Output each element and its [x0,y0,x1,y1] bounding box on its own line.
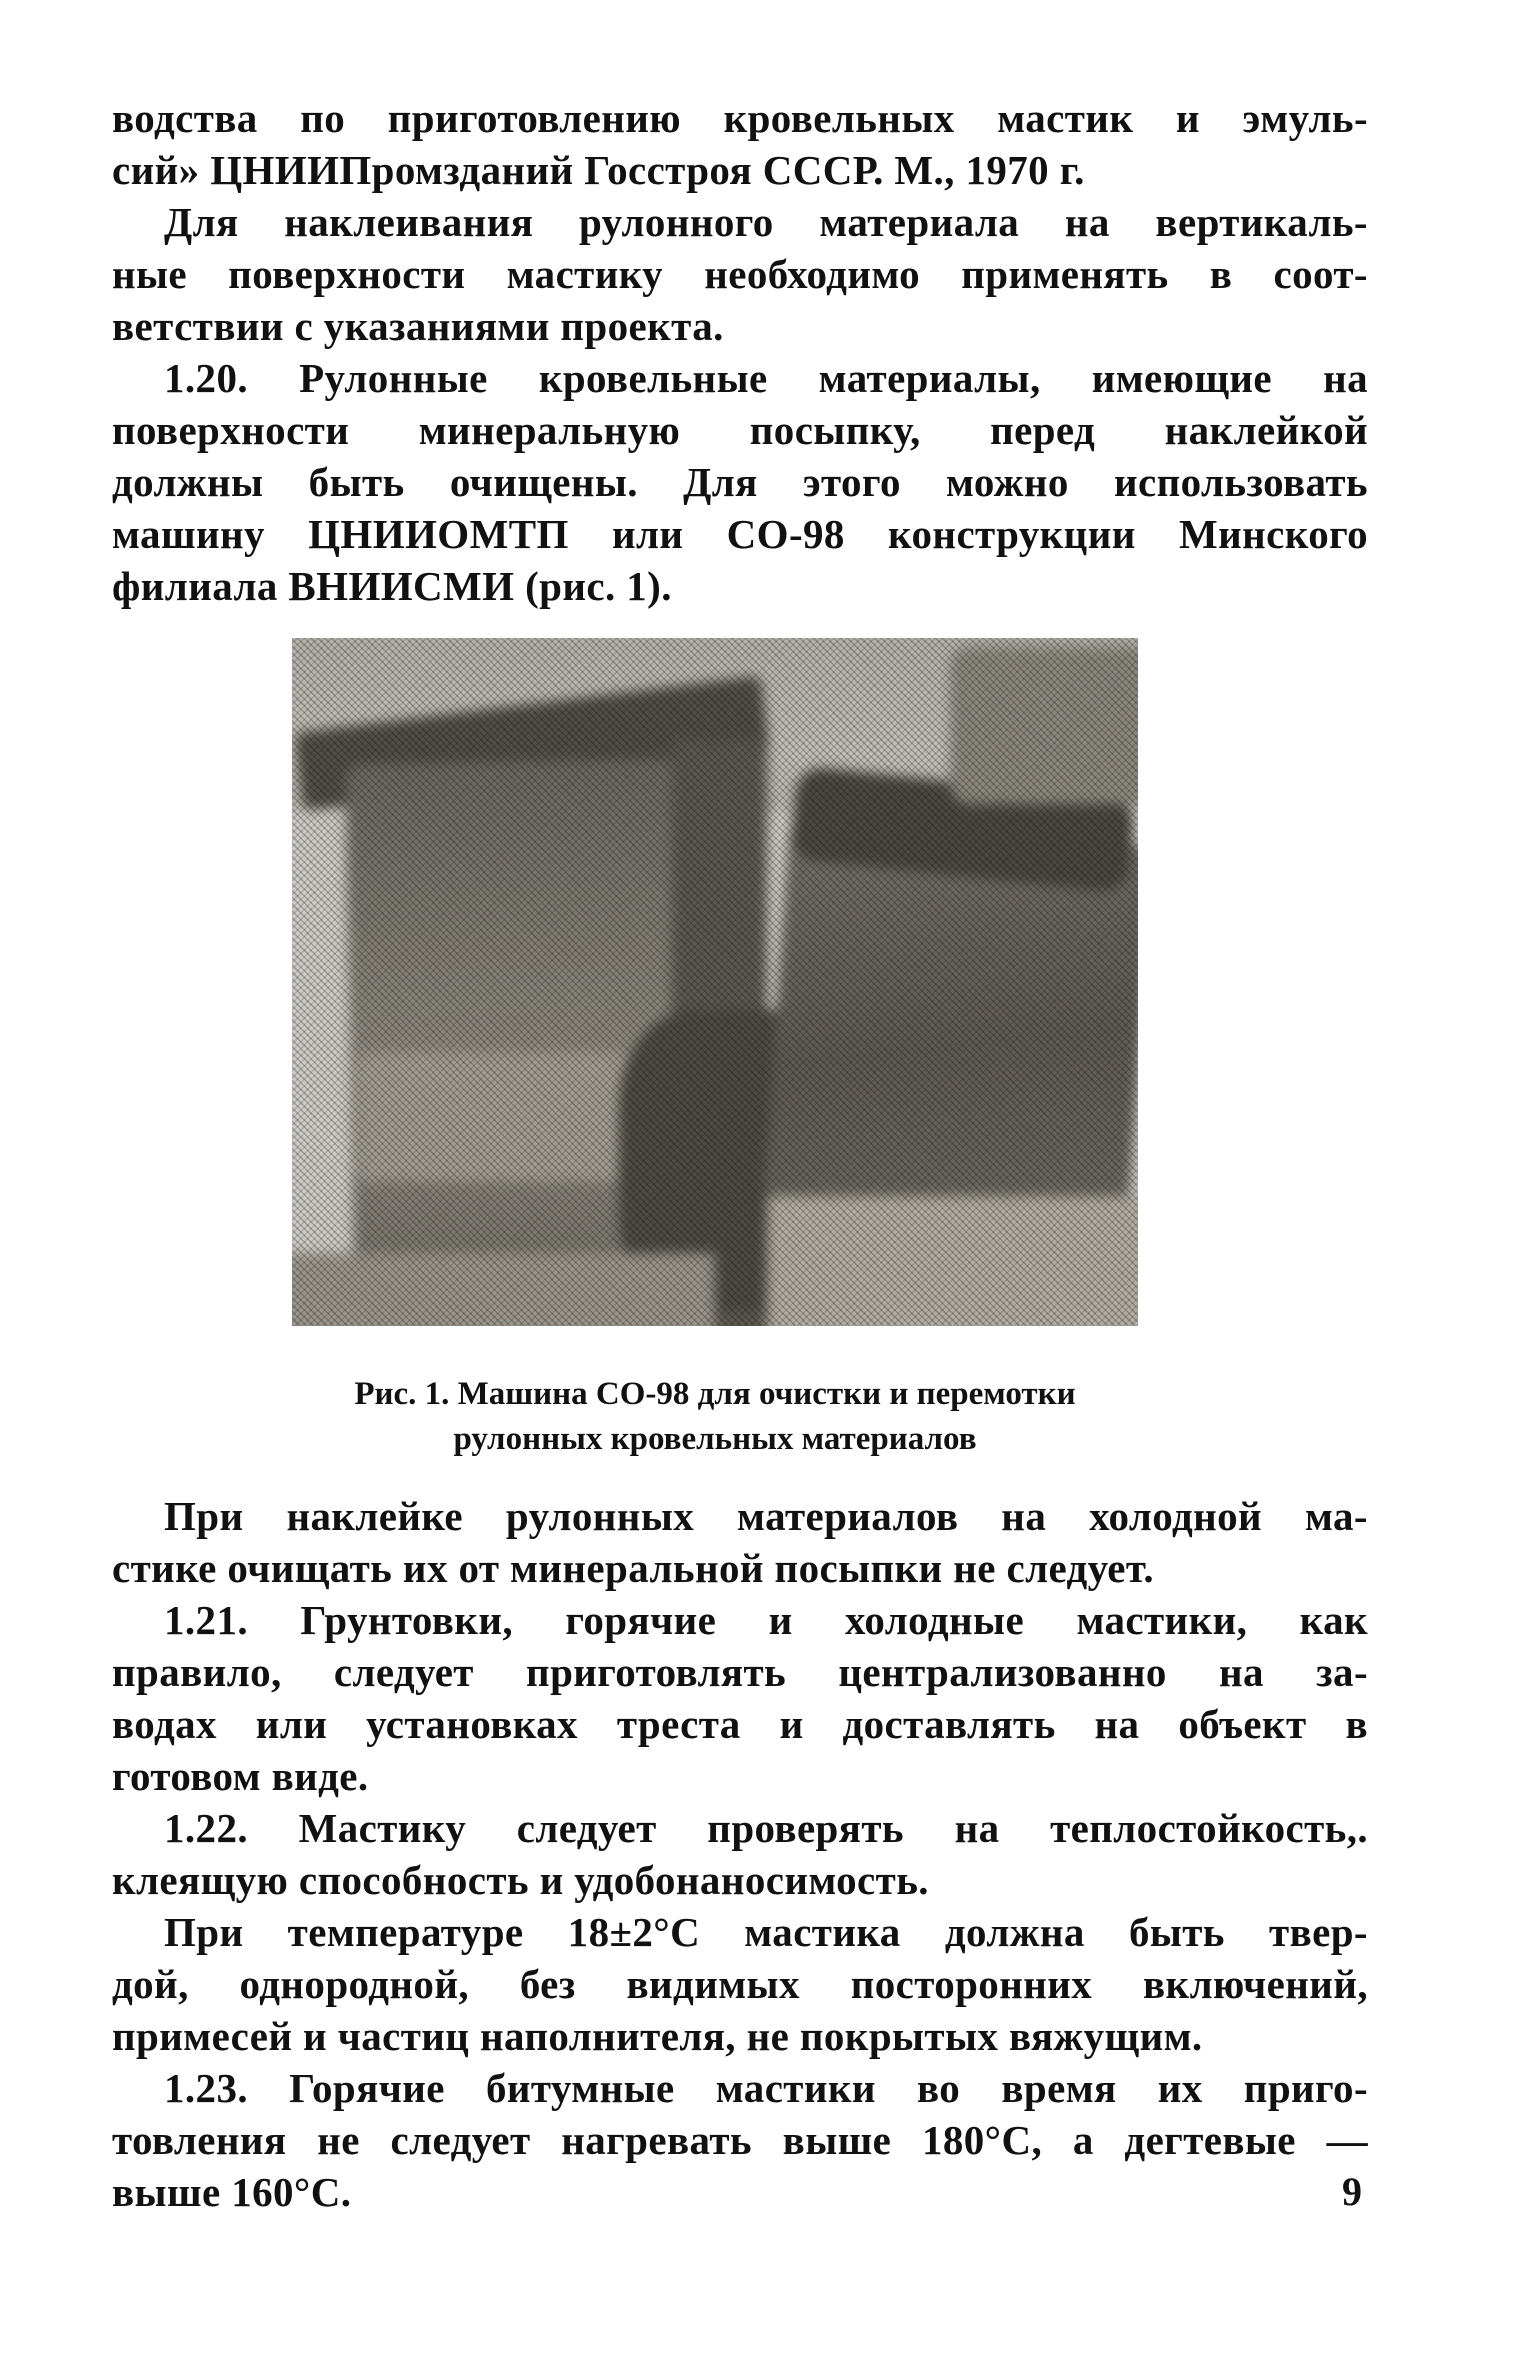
figure-caption-line-1: Рис. 1. Машина СО-98 для очистки и перемотки [354,1376,1076,1412]
text-line: 1.22. Мастику следует проверять на теплостойкость,. [164,1805,1368,1851]
text-line: При температуре 18±2°С мастика должна быть твер- [164,1909,1368,1955]
text-line: готовом виде. [112,1753,369,1799]
text-line: поверхности минеральную посыпку, перед наклейкой [112,407,1368,453]
text-line: ветствии с указаниями проекта. [112,303,724,349]
text-line: водства по приготовлению кровельных мастик и эмуль- [112,95,1368,141]
text-line: примесей и частиц наполнителя, не покрытых вяжущим. [112,2013,1203,2059]
figure-1 [292,638,1138,1462]
text-line: выше 160°С. [112,2169,352,2215]
figure-caption-line-2: рулонных кровельных материалов [453,1421,977,1457]
text-line: Для наклеивания рулонного материала на вертикаль- [164,199,1368,245]
text-line: 1.23. Горячие битумные мастики во время их приго- [164,2065,1368,2111]
halftone-overlay [292,638,1138,1326]
text-line: При наклейке рулонных материалов на холодной ма- [164,1493,1368,1539]
text-line: водах или установках треста и доставлять на объект в [112,1701,1368,1747]
text-line: 1.21. Грунтовки, горячие и холодные мастики, как [164,1597,1368,1643]
text-line: дой, однородной, без видимых посторонних включений, [112,1961,1368,2007]
text-line: правило, следует приготовлять централизованно на за- [112,1649,1368,1695]
text-line: машину ЦНИИОМТП или СО-98 конструкции Минского [112,511,1368,557]
text-line: 1.20. Рулонные кровельные материалы, имеющие на [164,355,1368,401]
figure-caption [292,1372,1138,1462]
text-line: ные поверхности мастику необходимо применять в соот- [112,251,1368,297]
text-line: товления не следует нагревать выше 180°С, а дегтевые — [112,2117,1368,2163]
paragraphs-top [112,92,1368,612]
paragraphs-bottom [112,1490,1368,2218]
text-column [112,92,1368,2218]
text-line: должны быть очищены. Для этого можно использовать [112,459,1368,505]
text-line: филиала ВНИИСМИ (рис. 1). [112,563,672,609]
page-number: 9 [1342,2169,1362,2214]
text-line: стике очищать их от минеральной посыпки не следует. [112,1545,1155,1591]
figure-photo-machine-co-98 [292,638,1138,1326]
text-line: сий» ЦНИИПромзданий Госстроя СССР. М., 1970 г. [112,147,1085,193]
text-line: клеящую способность и удобонаносимость. [112,1857,929,1903]
